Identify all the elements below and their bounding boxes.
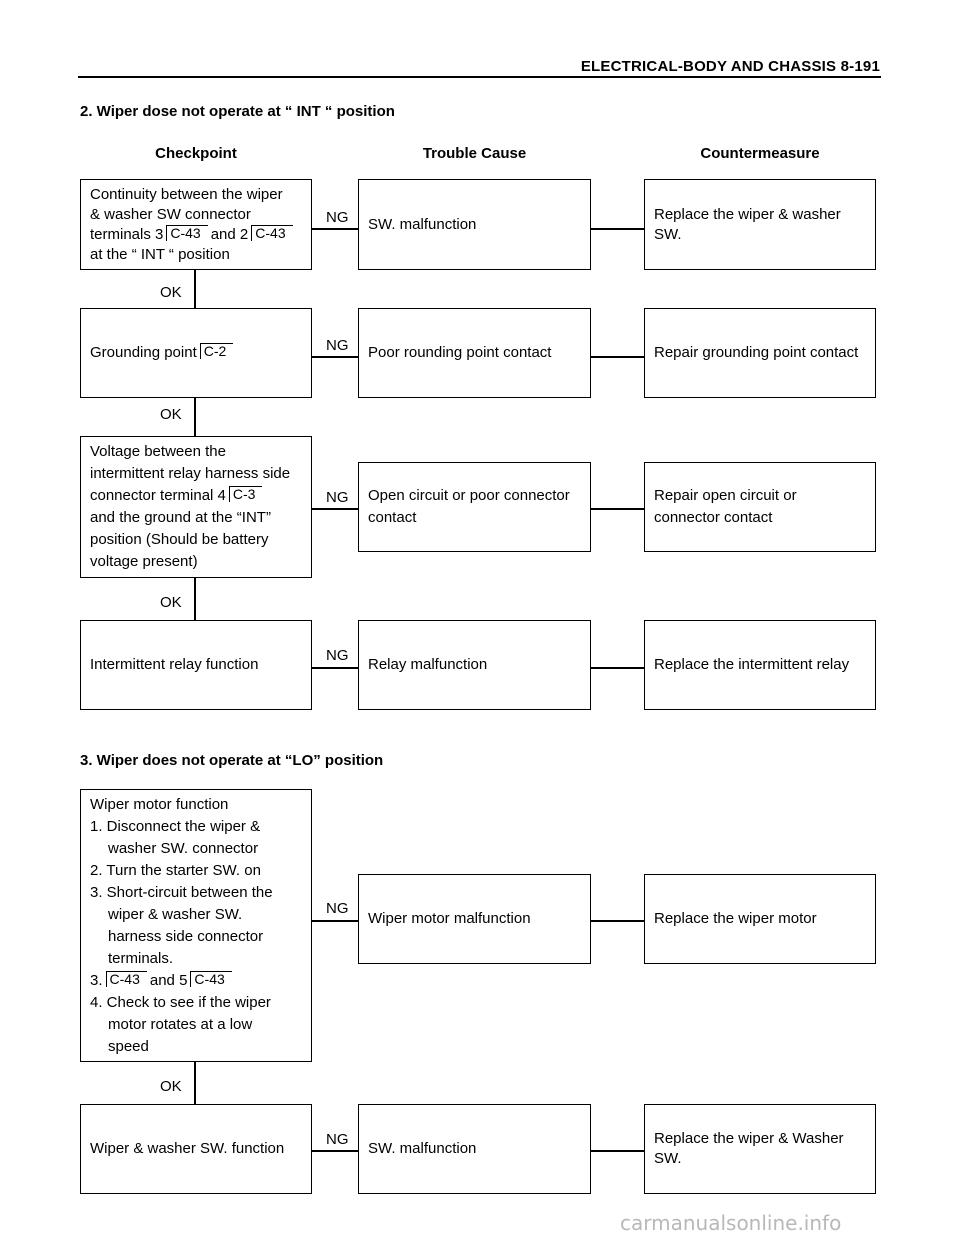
- cause-to-counter-line: [591, 508, 644, 510]
- cause-text: SW. malfunction: [368, 1140, 477, 1157]
- checkpoint-text: [90, 343, 302, 363]
- checkpoint-text-part: terminals 3: [90, 225, 164, 243]
- section-3-title: 3. Wiper does not operate at “LO” position: [80, 752, 384, 769]
- counter-text: Repair grounding point contact: [654, 344, 859, 361]
- cause-to-counter-line: [591, 356, 644, 358]
- cause-text: Wiper motor malfunction: [368, 910, 531, 927]
- counter-text: SW.: [654, 1150, 682, 1167]
- header-rule: [78, 76, 881, 78]
- counter-text: Repair open circuit or: [654, 487, 797, 504]
- ng-connector-line: [312, 667, 358, 669]
- checkpoint-step: 3. Short-circuit between the: [90, 883, 273, 901]
- cause-box-relay-malfunction: [358, 620, 591, 710]
- page-header: ELECTRICAL-BODY AND CHASSIS 8-191: [580, 58, 880, 75]
- cause-to-counter-line: [591, 920, 644, 922]
- checkpoint-text-part: connector terminal 4: [90, 487, 226, 504]
- checkpoint-step: wiper & washer SW.: [108, 905, 243, 923]
- counter-box-replace-relay: [644, 620, 876, 710]
- checkpoint-text: voltage present): [90, 553, 198, 570]
- checkpoint-step: 2. Turn the starter SW. on: [90, 861, 261, 879]
- ok-connector-line: [194, 578, 196, 620]
- connector-tag: C-43: [166, 225, 207, 241]
- checkpoint-step: harness side connector: [108, 927, 264, 945]
- cause-text: contact: [368, 509, 417, 526]
- connector-tag: C-3: [229, 486, 263, 502]
- ng-connector-line: [312, 228, 358, 230]
- cause-box-sw-malfunction: [358, 1104, 591, 1194]
- counter-box-repair-open-circuit: [644, 462, 876, 552]
- checkpoint-text: and the ground at the “INT”: [90, 509, 271, 526]
- checkpoint-text-part: and 5: [149, 971, 188, 989]
- column-header-checkpoint: Checkpoint: [155, 145, 237, 162]
- checkpoint-text: Voltage between the: [90, 443, 226, 460]
- counter-text: Replace the intermittent relay: [654, 656, 850, 673]
- ok-label: OK: [160, 406, 182, 423]
- ok-connector-line: [194, 1062, 196, 1104]
- checkpoint-text: [90, 225, 302, 245]
- checkpoint-text: Wiper motor function: [90, 795, 229, 813]
- checkpoint-step: 4. Check to see if the wiper: [90, 993, 271, 1011]
- ng-label: NG: [326, 489, 349, 506]
- checkpoint-box-wiper-motor: [80, 789, 312, 1062]
- ok-label: OK: [160, 284, 182, 301]
- ng-connector-line: [312, 920, 358, 922]
- checkpoint-text: & washer SW connector: [90, 205, 251, 223]
- connector-tag: C-2: [200, 343, 234, 359]
- checkpoint-step: 1. Disconnect the wiper &: [90, 817, 261, 835]
- ok-connector-line: [194, 270, 196, 308]
- checkpoint-text: Intermittent relay function: [90, 656, 259, 673]
- checkpoint-step: terminals.: [108, 949, 174, 967]
- watermark: carmanualsonline.info: [620, 1211, 842, 1235]
- checkpoint-text-part: 3.: [90, 971, 103, 989]
- section-2-title: 2. Wiper dose not operate at “ INT “ position: [80, 103, 395, 120]
- ng-connector-line: [312, 1150, 358, 1152]
- ng-connector-line: [312, 356, 358, 358]
- counter-box-replace-switch: [644, 1104, 876, 1194]
- checkpoint-text: at the “ INT “ position: [90, 245, 230, 263]
- cause-to-counter-line: [591, 228, 644, 230]
- counter-text: Replace the wiper & Washer: [654, 1130, 844, 1147]
- checkpoint-text-part: Grounding point: [90, 344, 197, 361]
- checkpoint-text-part: and 2: [210, 225, 249, 243]
- counter-text: connector contact: [654, 509, 773, 526]
- ng-label: NG: [326, 1131, 349, 1148]
- cause-box-open-circuit: [358, 462, 591, 552]
- cause-box-wiper-motor: [358, 874, 591, 964]
- cause-box-sw-malfunction: [358, 179, 591, 270]
- connector-tag: C-43: [251, 225, 292, 241]
- counter-text: SW.: [654, 225, 682, 243]
- counter-box-replace-sw: [644, 179, 876, 270]
- checkpoint-step: [90, 970, 302, 992]
- ng-label: NG: [326, 900, 349, 917]
- checkpoint-text: Wiper & washer SW. function: [90, 1140, 285, 1157]
- checkpoint-box-wiper-switch: [80, 1104, 312, 1194]
- counter-box-repair-grounding: [644, 308, 876, 398]
- checkpoint-step: motor rotates at a low: [108, 1015, 253, 1033]
- checkpoint-text: Continuity between the wiper: [90, 185, 283, 203]
- cause-text: SW. malfunction: [368, 215, 477, 233]
- column-header-countermeasure: Countermeasure: [700, 145, 820, 162]
- counter-text: Replace the wiper & washer: [654, 205, 841, 223]
- ng-connector-line: [312, 508, 358, 510]
- checkpoint-text: intermittent relay harness side: [90, 465, 291, 482]
- column-header-trouble-cause: Trouble Cause: [422, 145, 527, 162]
- checkpoint-text: [90, 485, 302, 507]
- counter-text: Replace the wiper motor: [654, 910, 817, 927]
- cause-text: Poor rounding point contact: [368, 344, 552, 361]
- ok-connector-line: [194, 398, 196, 436]
- checkpoint-box-grounding: [80, 308, 312, 398]
- checkpoint-step: speed: [108, 1037, 149, 1055]
- checkpoint-box-voltage: [80, 436, 312, 578]
- ng-label: NG: [326, 337, 349, 354]
- ok-label: OK: [160, 594, 182, 611]
- ng-label: NG: [326, 209, 349, 226]
- cause-box-poor-grounding: [358, 308, 591, 398]
- checkpoint-text: position (Should be battery: [90, 531, 269, 548]
- ok-label: OK: [160, 1078, 182, 1095]
- checkpoint-box-continuity: [80, 179, 312, 270]
- cause-to-counter-line: [591, 667, 644, 669]
- connector-tag: C-43: [190, 971, 231, 987]
- counter-box-replace-motor: [644, 874, 876, 964]
- connector-tag: C-43: [106, 971, 147, 987]
- checkpoint-step: washer SW. connector: [108, 839, 259, 857]
- cause-to-counter-line: [591, 1150, 644, 1152]
- cause-text: Open circuit or poor connector: [368, 487, 570, 504]
- ng-label: NG: [326, 647, 349, 664]
- cause-text: Relay malfunction: [368, 656, 488, 673]
- checkpoint-box-relay: [80, 620, 312, 710]
